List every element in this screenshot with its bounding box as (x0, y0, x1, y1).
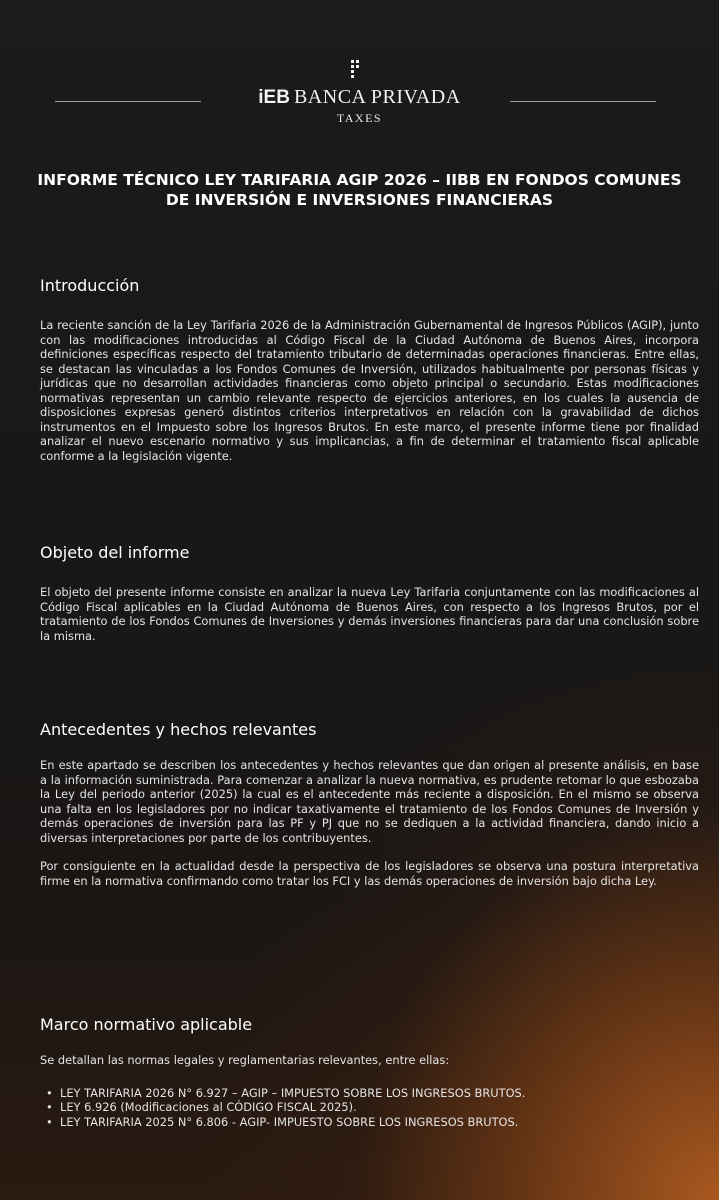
page-header (0, 0, 719, 140)
brand-subtitle: TAXES (336, 111, 383, 125)
section-heading: Introducción (40, 276, 140, 295)
list-item (46, 1100, 699, 1115)
paragraph-spacer (40, 845, 699, 859)
section-paragraph: Se detallan las normas legales y reglamentarias relevantes, entre ellas: (40, 1053, 450, 1067)
section-heading: Marco normativo aplicable (40, 1015, 253, 1034)
document-title: INFORME TÉCNICO LEY TARIFARIA AGIP 2026 – IIBB EN FONDOS COMUNES DE INVERSIÓN E INVERSIONES FINANCIERAS (37, 171, 682, 209)
bullet-icon: • (46, 1085, 53, 1100)
brand-logo (0, 86, 719, 109)
list-item (46, 1115, 699, 1130)
list-item-text: LEY 6.926 (Modificaciones al CÓDIGO FISCAL 2025). (60, 1100, 357, 1114)
list-item-text: LEY TARIFARIA 2025 N° 6.806 - AGIP- IMPUESTO SOBRE LOS INGRESOS BRUTOS. (60, 1114, 519, 1129)
section-antecedentes (40, 720, 699, 888)
section-paragraph: En este apartado se describen los antecedentes y hechos relevantes que dan origen al presente análisis, en base a la información suministrada. Para comenzar a analizar la nueva normativa, es prudente retomar lo que esbozaba la Ley del periodo anterior (2025) la cual es el antecedente más reciente a disposición. En el mismo se observa una falta en los legisladores por no indicar taxativamente el tratamiento de los Fondos Comunes de Inversión y demás operaciones de inversión para las PF y PJ que no se dediquen a la actividad financiera, dando inicio a diversas interpretaciones por parte de los contribuyentes. (40, 758, 699, 845)
section-heading: Antecedentes y hechos relevantes (40, 720, 317, 739)
law-list (40, 1086, 699, 1130)
brand-logo-mark-icon (349, 60, 363, 78)
section-objeto (40, 543, 699, 643)
header-divider-right (510, 101, 656, 102)
brand-prefix: iEB (258, 87, 290, 108)
section-paragraph: Por consiguiente en la actualidad desde la perspectiva de los legisladores se observa una postura interpretativa firme en la normativa confirmando como tratar los FCI y las demás operaciones de inversión bajo dicha Ley. (40, 859, 699, 888)
section-introduccion (40, 276, 699, 463)
list-item-text: LEY TARIFARIA 2026 N° 6.927 – AGIP – IMPUESTO SOBRE LOS INGRESOS BRUTOS. (60, 1085, 526, 1100)
section-heading: Objeto del informe (40, 543, 190, 562)
section-paragraph: La reciente sanción de la Ley Tarifaria 2026 de la Administración Gubernamental de Ingresos Públicos (AGIP), junto con las modificaciones introducidas al Código Fiscal de la Ciudad Autónoma de Buenos Aires, incorpora definiciones específicas respecto del tratamiento tributario de determinadas operaciones financieras. Entre ellas, se destacan las vinculadas a los Fondos Comunes de Inversión, utilizados habitualmente por personas físicas y jurídicas que no desarrollan actividades financieras como objeto principal o secundario. Estas modificaciones normativas representan un cambio relevante respecto de ejercicios anteriores, en los cuales la ausencia de disposiciones expresas generó distintos criterios interpretativos en relación con la gravabilidad de dichos instrumentos en el Impuesto sobre los Ingresos Brutos. En este marco, el presente informe tiene por finalidad analizar el nuevo escenario normativo y sus implicancias, a fin de determinar el tratamiento fiscal aplicable conforme a la legislación vigente. (40, 318, 699, 463)
bullet-icon: • (46, 1114, 53, 1129)
section-paragraph: El objeto del presente informe consiste en analizar la nueva Ley Tarifaria conjuntamente con las modificaciones al Código Fiscal aplicables en la Ciudad Autónoma de Buenos Aires, con respecto a los Ingresos Brutos, por el tratamiento de los Fondos Comunes de Inversiones y demás inversiones financieras para dar una conclusión sobre la misma. (40, 585, 699, 643)
list-item (46, 1086, 699, 1101)
bullet-icon: • (46, 1100, 53, 1114)
brand-name: BANCA PRIVADA (293, 86, 461, 108)
section-marco-normativo (40, 1015, 699, 1129)
